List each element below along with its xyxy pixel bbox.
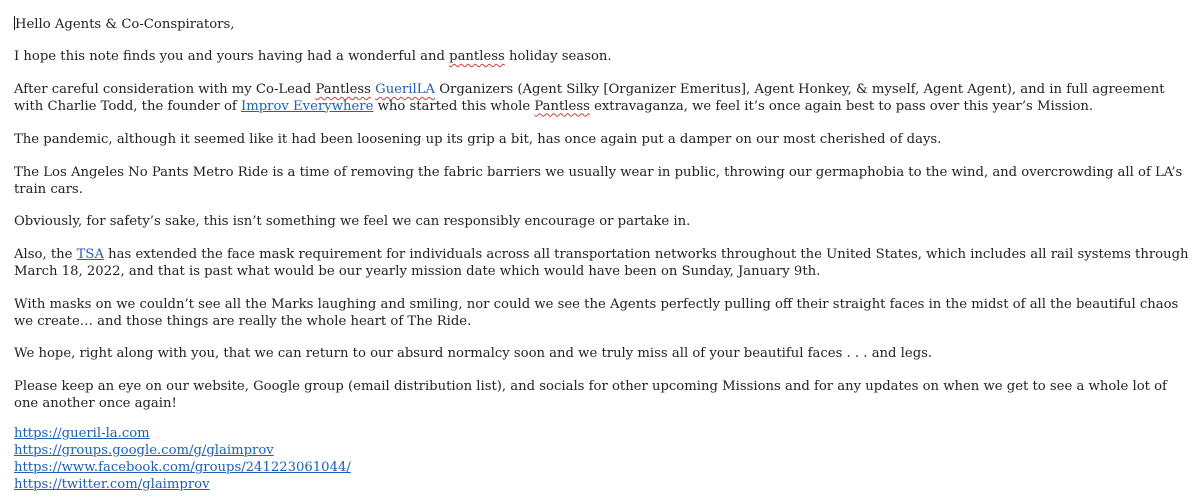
- misspelled-word[interactable]: Pantless: [534, 98, 590, 114]
- paragraph-2-text-g: who started this whole: [373, 98, 535, 114]
- paragraph-6: [14, 247, 1190, 280]
- misspelled-word[interactable]: Pantless: [315, 82, 371, 97]
- paragraph-6-text-a: Also, the: [14, 247, 77, 262]
- paragraph-3: The pandemic, although it seemed like it had been loosening up its grip a bit, has once again put a damper on our most cherished of days.: [14, 132, 942, 147]
- greeting-text: Hello Agents & Co-Conspirators,: [15, 17, 235, 32]
- links-list: [14, 426, 1190, 494]
- improv-everywhere-link[interactable]: Improv Everywhere: [241, 98, 374, 114]
- paragraph-6-text-c: has extended the face mask requirement for individuals across all transportation networks throughout the United States, which includes all rail systems through March 18, 2022, and that is past what would be our yearly mission date which would have been on Sunday, January 9th.: [14, 247, 1189, 279]
- greeting-line: [14, 16, 1190, 34]
- paragraph-4: The Los Angeles No Pants Metro Ride is a time of removing the fabric barriers we usually wear in public, throwing our germaphobia to the wind, and overcrowding all of LA’s train cars.: [14, 165, 1183, 197]
- google-group-link[interactable]: https://groups.google.com/g/glaimprov: [14, 443, 274, 458]
- paragraph-8: We hope, right along with you, that we can return to our absurd normalcy soon and we truly miss all of your beautiful faces . . . and legs.: [14, 346, 933, 361]
- paragraph-1-text-a: I hope this note finds you and yours having had a wonderful and: [14, 49, 450, 64]
- paragraph-5: Obviously, for safety’s sake, this isn’t something we feel we can responsibly encourage or partake in.: [14, 214, 691, 229]
- paragraph-1-text-c: holiday season.: [504, 49, 612, 64]
- website-link[interactable]: https://gueril-la.com: [14, 426, 150, 441]
- paragraph-2-text-a: After careful consideration with my Co-Lead: [14, 82, 316, 97]
- paragraph-1: [14, 49, 1190, 66]
- tsa-link[interactable]: TSA: [76, 247, 104, 262]
- guerilla-link[interactable]: GuerilLA: [375, 82, 436, 97]
- paragraph-2: [14, 82, 1190, 115]
- paragraph-2-text-i: extravaganza, we feel it’s once again best to pass over this year’s Mission.: [589, 98, 1094, 114]
- twitter-link[interactable]: https://twitter.com/glaimprov: [14, 477, 210, 492]
- paragraph-7: With masks on we couldn’t see all the Marks laughing and smiling, nor could we see the Agents perfectly pulling off their straight faces in the midst of all the beautiful chaos we create… and those things are really the whole heart of The Ride.: [14, 297, 1179, 329]
- facebook-group-link[interactable]: https://www.facebook.com/groups/241223061044/: [14, 460, 351, 475]
- paragraph-9: Please keep an eye on our website, Google group (email distribution list), and socials for other upcoming Missions and for any updates on when we get to see a whole lot of one another once again!: [14, 379, 1167, 411]
- paragraph-2-text-e: Organizers (Agent Silky [Organizer Emeritus], Agent Honkey, & myself, Agent Agent), and in full agreement with Charlie Todd, the founder of: [14, 82, 1165, 114]
- misspelled-word[interactable]: pantless: [449, 49, 505, 64]
